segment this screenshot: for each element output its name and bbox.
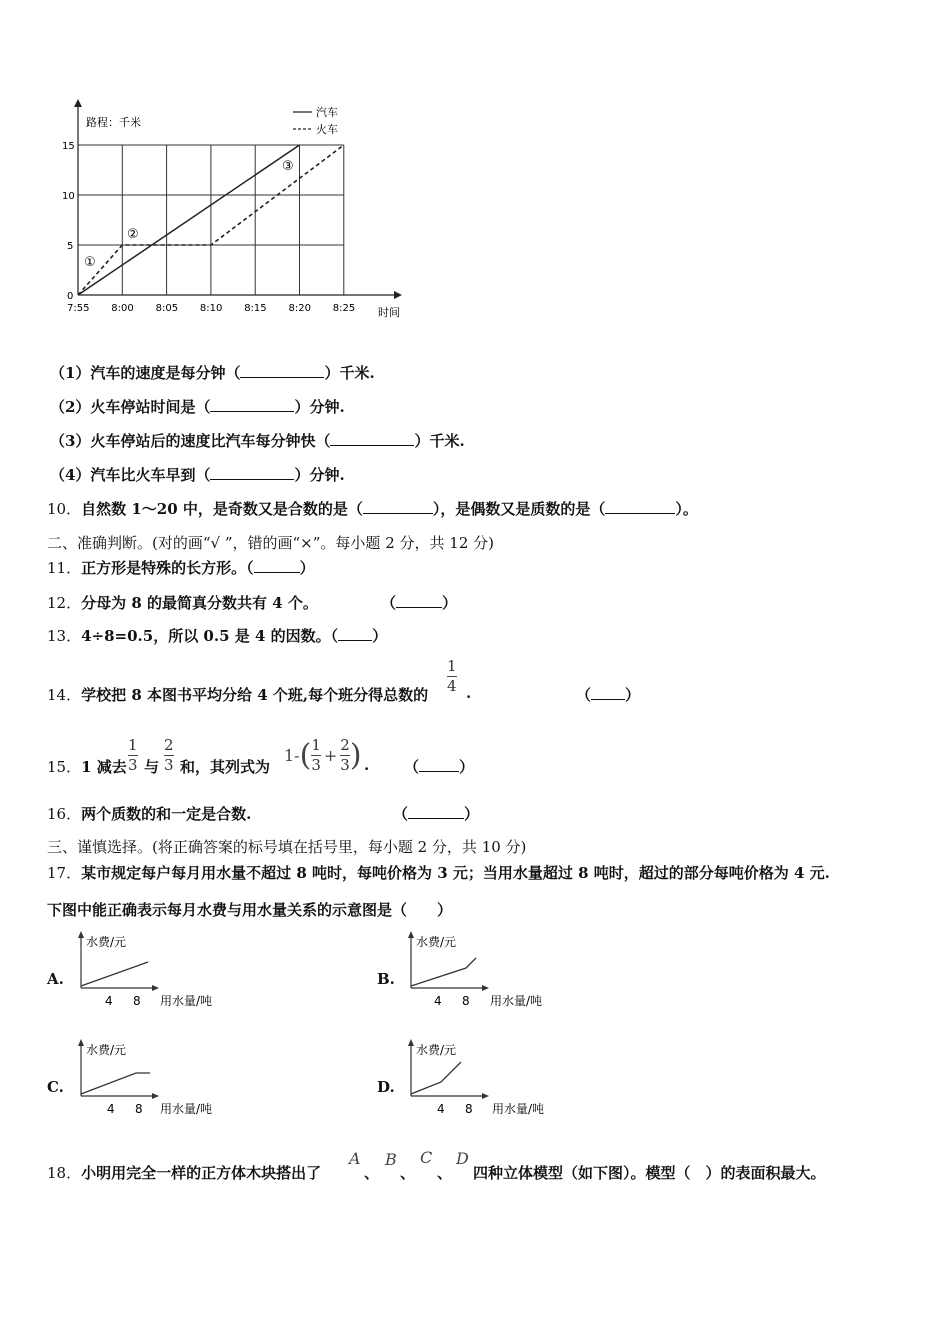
x-tick-label: 8:20	[288, 303, 311, 314]
question-16: 16．两个质数的和一定是合数.	[47, 805, 252, 823]
annotation-3: ③	[282, 159, 294, 174]
x-tick-label: 8:05	[155, 303, 179, 314]
x-tick-label: 8:15	[244, 303, 267, 314]
answer-blank[interactable]	[591, 685, 625, 700]
question-11: 11．正方形是特殊的长方形。（ ）	[47, 559, 315, 577]
option-d-label[interactable]: D.	[377, 1078, 395, 1096]
expression-1-minus-sum: 1-( $\frac{1}{3}$ + $\frac{2}{3}$ )	[284, 736, 362, 774]
option-b-graph[interactable]	[404, 928, 554, 1012]
option-c-ylabel: 水费/元	[86, 1043, 127, 1057]
option-c-xlabel: 用水量/吨	[160, 1102, 213, 1116]
y-tick-label: 0	[67, 291, 74, 302]
question-17-line2: 下图中能正确表示每月水费与用水量关系的示意图是（ ）	[47, 901, 453, 919]
legend-car: 汽车	[316, 106, 338, 119]
option-d-line	[411, 1062, 461, 1094]
sep-1: 、	[364, 1164, 380, 1182]
option-d-tick-4: 4	[437, 1102, 445, 1116]
question-18: 18．小明用完全一样的正方体木块搭出了	[47, 1164, 322, 1182]
answer-blank[interactable]	[210, 465, 294, 480]
answer-blank[interactable]	[419, 757, 459, 772]
question-15-dot: .	[364, 756, 370, 774]
annotation-2: ②	[127, 227, 139, 242]
option-a-tick-4: 4	[105, 994, 113, 1008]
option-a-line	[81, 962, 148, 986]
model-c-label: C	[420, 1148, 433, 1167]
question-14: 14．学校把 8 本图书平均分给 4 个班,每个班分得总数的	[47, 686, 429, 704]
legend-train: 火车	[316, 123, 338, 136]
model-a-label: A	[349, 1149, 361, 1168]
section-3-heading: 三、谨慎选择。(将正确答案的标号填在括号里，每小题 2 分，共 10 分)	[47, 838, 527, 856]
option-d-ylabel: 水费/元	[416, 1043, 457, 1057]
option-a-graph[interactable]	[74, 928, 224, 1012]
option-c-tick-4: 4	[107, 1102, 115, 1116]
x-tick-label: 8:00	[111, 303, 134, 314]
q9-part1: （1）汽车的速度是每分钟（ ）千米.	[50, 364, 375, 382]
y-tick-label: 10	[62, 191, 75, 202]
question-12: 12．分母为 8 的最简真分数共有 4 个。	[47, 594, 318, 612]
answer-blank[interactable]	[338, 626, 372, 641]
q9-part4: （4）汽车比火车早到（ ）分钟.	[50, 466, 345, 484]
y-axis-arrow	[74, 99, 82, 107]
option-c-label[interactable]: C.	[47, 1078, 64, 1096]
question-12-bracket: （ ）	[381, 594, 458, 612]
question-15-text: 和，其列式为	[180, 758, 271, 776]
annotation-1: ①	[84, 255, 96, 270]
option-a-tick-8: 8	[133, 994, 141, 1008]
option-b-tick-4: 4	[434, 994, 442, 1008]
q9-part2: （2）火车停站时间是（ ）分钟.	[50, 398, 345, 416]
question-10: 10．自然数 1～20 中，是奇数又是合数的是（ ），是偶数又是质数的是（ ）。	[47, 500, 698, 518]
answer-blank[interactable]	[363, 499, 433, 514]
answer-blank[interactable]	[210, 397, 294, 412]
question-15-with: 与	[144, 758, 160, 776]
section-2-heading: 二、准确判断。(对的画“√ ”，错的画“×”。每小题 2 分，共 12 分)	[47, 534, 494, 552]
q9-part3: （3）火车停站后的速度比汽车每分钟快（ ）千米.	[50, 432, 465, 450]
model-d-label: D	[456, 1149, 469, 1168]
y-axis-label: 路程：千米	[86, 116, 141, 129]
x-tick-label: 7:55	[67, 303, 90, 314]
option-b-ylabel: 水费/元	[416, 935, 457, 949]
question-13: 13．4÷8=0.5，所以 0.5 是 4 的因数。（ ）	[47, 627, 388, 645]
y-tick-label: 15	[62, 141, 75, 152]
answer-blank[interactable]	[605, 499, 675, 514]
x-tick-label: 8:25	[332, 303, 356, 314]
option-b-tick-8: 8	[462, 994, 470, 1008]
answer-blank[interactable]	[240, 363, 324, 378]
sep-3: 、	[437, 1164, 453, 1182]
distance-time-chart	[60, 95, 410, 325]
x-axis-arrow	[394, 291, 402, 299]
fraction-one-third: $\frac{1}{3}$	[128, 736, 138, 774]
question-17-line1: 17．某市规定每户每月用水量不超过 8 吨时，每吨价格为 3 元；当用水量超过 8 吨时，超过的部分每吨价格为 4 元.	[47, 864, 830, 882]
question-14-bracket: （ ）	[576, 686, 641, 704]
sep-2: 、	[400, 1164, 416, 1182]
series-car	[78, 145, 300, 295]
option-c-line	[81, 1073, 150, 1094]
option-a-label[interactable]: A.	[47, 970, 64, 988]
option-b-line	[411, 958, 476, 986]
answer-blank[interactable]	[396, 593, 442, 608]
y-tick-label: 5	[67, 241, 74, 252]
fraction-two-thirds: $\frac{2}{3}$	[164, 736, 174, 774]
question-15-bracket: （ ）	[404, 758, 475, 776]
option-b-xlabel: 用水量/吨	[490, 994, 543, 1008]
answer-blank[interactable]	[408, 804, 464, 819]
x-tick-label: 8:10	[199, 303, 223, 314]
option-b-label[interactable]: B.	[377, 970, 395, 988]
option-d-graph[interactable]	[404, 1036, 554, 1120]
question-18-end: 四种立体模型（如下图）。模型（ ）的表面积最大。	[473, 1164, 826, 1182]
option-c-tick-8: 8	[135, 1102, 143, 1116]
question-16-bracket: （ ）	[393, 805, 480, 823]
answer-blank[interactable]	[254, 558, 300, 573]
option-a-ylabel: 水费/元	[86, 935, 127, 949]
option-d-tick-8: 8	[465, 1102, 473, 1116]
question-14-dot: .	[466, 684, 472, 702]
answer-blank[interactable]	[330, 431, 414, 446]
fraction-one-quarter: $\frac{1}{4}$	[447, 657, 457, 695]
option-d-xlabel: 用水量/吨	[492, 1102, 545, 1116]
question-15: 15．1 减去	[47, 758, 127, 776]
option-c-graph[interactable]	[74, 1036, 224, 1120]
x-axis-label: 时间	[378, 306, 400, 319]
option-a-xlabel: 用水量/吨	[160, 994, 213, 1008]
model-b-label: B	[385, 1150, 397, 1169]
